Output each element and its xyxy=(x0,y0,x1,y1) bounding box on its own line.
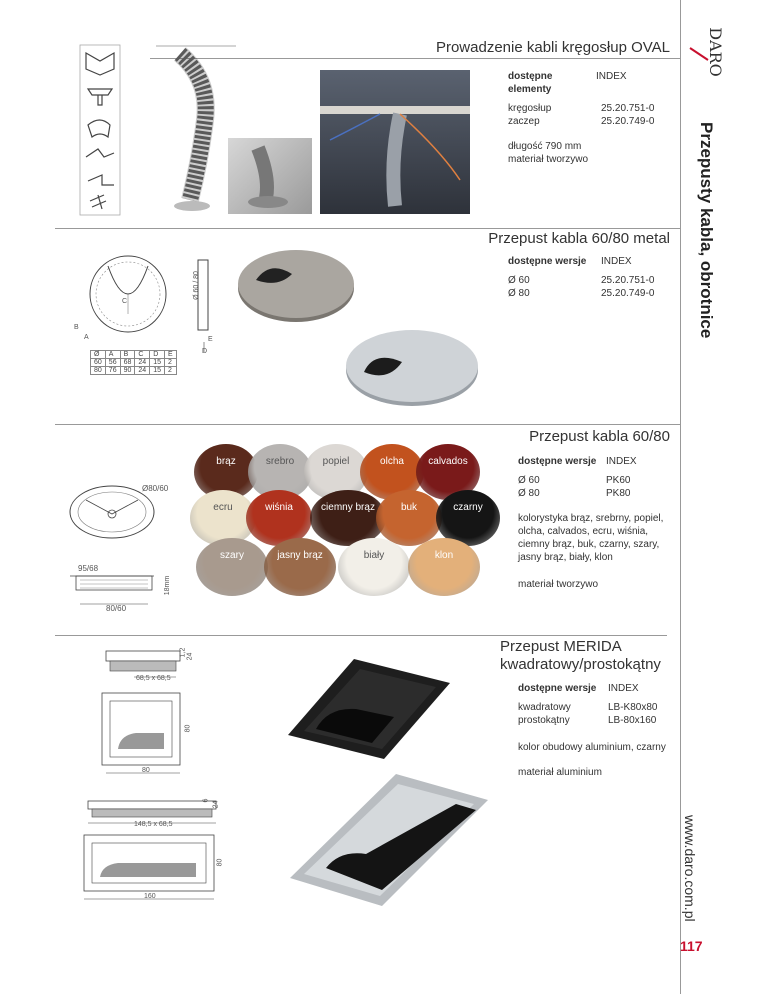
swatch-jasny-braz: jasny brąz xyxy=(264,538,336,596)
swatch-popiel: popiel xyxy=(304,444,368,500)
swatch-olcha: olcha xyxy=(360,444,424,500)
section-divider xyxy=(55,635,667,636)
swatch-czarny: czarny xyxy=(436,490,500,546)
swatch-wisnia: wiśnia xyxy=(246,490,312,546)
website-link[interactable]: www.daro.com.pl xyxy=(682,815,698,922)
merida-black-photo xyxy=(284,655,454,765)
metal-grommet-photo-dark xyxy=(236,244,356,324)
color-swatches xyxy=(190,440,500,600)
swatch-ciemny-braz: ciemny brąz xyxy=(310,490,386,546)
dim-label: 80 xyxy=(216,858,224,867)
dim-label: E xyxy=(208,336,213,343)
dim-label: Ø 60 / 80 xyxy=(192,271,200,300)
oval-title: Prowadzenie kabli kręgosłup OVAL xyxy=(435,39,670,56)
merida-spec: dostępne wersje INDEX kwadratowy LB-K80x80 prostokątny LB-80x160 kolor obudowy aluminium, czarny materiał aluminium xyxy=(518,683,666,778)
plastic-spec: dostępne wersje INDEX Ø 60 PK60 Ø 80 PK80 kolorystyka brąz, srebrny, popiel, olcha, calvados, ecru, wiśnia, ciemny brąz, buk, czarny, szary, jasny brąz, biały, klon materiał tworzywo xyxy=(518,456,664,590)
dim-label: C xyxy=(122,298,128,305)
plastic-title: Przepust kabla 60/80 xyxy=(529,428,670,445)
dim-label: 80 xyxy=(184,724,192,733)
page-number: 117 xyxy=(680,938,703,954)
plastic-technical-drawing xyxy=(56,478,186,618)
daro-logo xyxy=(682,22,725,82)
swatch-szary: szary xyxy=(196,538,268,596)
swatch-bialy: biały xyxy=(338,538,410,596)
svg-text:DARO: DARO xyxy=(706,27,725,77)
metal-spec: dostępne wersje INDEX Ø 60 25.20.751-0 Ø 80 25.20.749-0 xyxy=(508,256,655,299)
merida-rect-drawing xyxy=(84,795,224,905)
dim-label: 160 xyxy=(144,893,156,900)
dim-label: 1,2 xyxy=(179,647,187,658)
oval-spec: dostępne elementy INDEX kręgosłup 25.20.751-0 zaczep 25.20.749-0 długość 790 mm materiał tworzywo xyxy=(508,71,655,165)
dim-label: A xyxy=(84,334,89,341)
merida-silver-photo xyxy=(286,770,492,910)
dim-label: 80 xyxy=(142,767,150,774)
dim-label: D xyxy=(202,348,208,355)
merida-title-1: Przepust MERIDA xyxy=(500,638,622,655)
dim-label: 24 xyxy=(186,652,194,661)
oval-spine-photo-small xyxy=(228,138,312,214)
side-title: Przepusty kabla, obrotnice xyxy=(697,122,716,339)
dim-label: 68,5 x 68,5 xyxy=(136,675,171,682)
oval-spine-drawing xyxy=(150,40,240,216)
swatch-buk: buk xyxy=(376,490,442,546)
section-divider xyxy=(55,228,680,229)
dim-label: 18mm xyxy=(164,575,172,596)
swatch-calvados: calvados xyxy=(416,444,480,500)
dim-label: 80/60 xyxy=(106,604,127,613)
dim-label: 95/68 xyxy=(78,564,99,573)
swatch-ecru: ecru xyxy=(190,490,256,546)
metal-dimension-table: Ø A B C D E 60 56 68 24 15 2 80 76 90 24 15 2 xyxy=(90,350,177,375)
dim-label: 148,5 x 68,5 xyxy=(134,821,173,828)
merida-square-drawing xyxy=(96,645,216,785)
swatch-klon: klon xyxy=(408,538,480,596)
section-divider xyxy=(55,424,680,425)
swatch-braz: brąz xyxy=(194,444,258,500)
merida-title-2: kwadratowy/prostokątny xyxy=(500,656,661,673)
dim-label: B xyxy=(74,324,79,331)
dim-label: 6 xyxy=(202,798,210,803)
oval-parts-drawings xyxy=(80,45,120,215)
dim-label: Ø80/60 xyxy=(142,484,169,493)
oval-spine-photo-large xyxy=(320,70,470,214)
metal-grommet-photo-light xyxy=(344,322,480,408)
metal-title: Przepust kabla 60/80 metal xyxy=(488,230,670,247)
dim-label: 24 xyxy=(212,800,220,809)
swatch-srebro: srebro xyxy=(248,444,312,500)
